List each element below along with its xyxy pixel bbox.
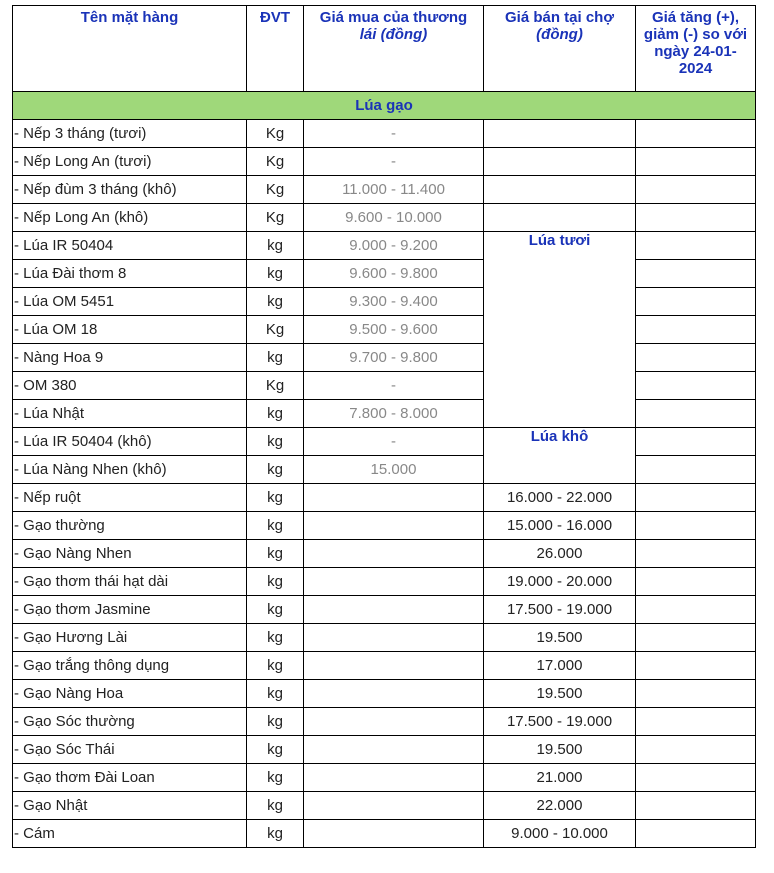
table-row [13,820,756,848]
group-row [13,92,756,120]
item-buy-price [304,820,484,848]
item-sell-price: 22.000 [484,792,636,820]
table-row [13,568,756,596]
item-sell-price [484,148,636,176]
item-name: - Gạo thường [13,512,247,540]
item-sell-price: 21.000 [484,764,636,792]
item-name: - Cám [13,820,247,848]
item-sell-price: 17.500 - 19.000 [484,708,636,736]
item-unit: kg [247,232,304,260]
item-name: - Nếp 3 tháng (tươi) [13,120,247,148]
item-price-change [636,428,756,456]
item-buy-price: - [304,372,484,400]
item-sell-price: 16.000 - 22.000 [484,484,636,512]
item-unit: kg [247,792,304,820]
item-buy-price: - [304,428,484,456]
item-price-change [636,260,756,288]
item-buy-price [304,764,484,792]
item-name: - Gạo Nhật [13,792,247,820]
item-unit: Kg [247,204,304,232]
item-sell-price: 19.500 [484,624,636,652]
item-buy-price: 9.500 - 9.600 [304,316,484,344]
table-row [13,400,756,428]
item-name: - Nếp Long An (khô) [13,204,247,232]
table-row [13,624,756,652]
item-buy-price [304,736,484,764]
item-unit: kg [247,708,304,736]
item-unit: Kg [247,148,304,176]
item-price-change [636,736,756,764]
item-price-change [636,792,756,820]
item-name: - Nếp đùm 3 tháng (khô) [13,176,247,204]
item-buy-price [304,680,484,708]
sell-label-dry: Lúa khô [484,428,636,484]
table-row [13,484,756,512]
item-name: - Gạo Nàng Nhen [13,540,247,568]
item-sell-price: 19.500 [484,680,636,708]
item-name: - Nếp Long An (tươi) [13,148,247,176]
table-row [13,204,756,232]
item-price-change [636,540,756,568]
item-price-change [636,204,756,232]
table-row [13,540,756,568]
item-name: - Lúa IR 50404 (khô) [13,428,247,456]
item-price-change [636,148,756,176]
item-name: - Gạo trắng thông dụng [13,652,247,680]
item-buy-price: 9.000 - 9.200 [304,232,484,260]
item-buy-price: 7.800 - 8.000 [304,400,484,428]
table-row [13,316,756,344]
item-buy-price: - [304,148,484,176]
item-sell-price [484,176,636,204]
table-row [13,372,756,400]
item-price-change [636,512,756,540]
item-buy-price: 9.700 - 9.800 [304,344,484,372]
item-name: - Gạo thơm thái hạt dài [13,568,247,596]
item-name: - Lúa Nàng Nhen (khô) [13,456,247,484]
header-sell: Giá bán tại chợ (đồng) [484,6,636,92]
item-sell-price [484,204,636,232]
item-name: - Lúa OM 18 [13,316,247,344]
table-row [13,120,756,148]
item-name: - OM 380 [13,372,247,400]
item-buy-price: 15.000 [304,456,484,484]
header-unit: ĐVT [247,6,304,92]
item-unit: kg [247,456,304,484]
group-title: Lúa gạo [13,92,756,120]
item-unit: kg [247,260,304,288]
item-sell-price [484,120,636,148]
item-name: - Gạo thơm Jasmine [13,596,247,624]
item-name: - Gạo Nàng Hoa [13,680,247,708]
item-name: - Gạo Sóc thường [13,708,247,736]
table-row [13,456,756,484]
item-unit: kg [247,568,304,596]
item-unit: kg [247,288,304,316]
item-buy-price: - [304,120,484,148]
table-row [13,764,756,792]
item-unit: kg [247,484,304,512]
item-name: - Gạo Sóc Thái [13,736,247,764]
item-name: - Lúa Nhật [13,400,247,428]
table-row [13,792,756,820]
item-price-change [636,456,756,484]
item-buy-price [304,484,484,512]
table-row [13,176,756,204]
item-price-change [636,484,756,512]
item-sell-price: 9.000 - 10.000 [484,820,636,848]
item-unit: Kg [247,316,304,344]
item-buy-price [304,624,484,652]
item-name: - Lúa Đài thơm 8 [13,260,247,288]
item-buy-price [304,596,484,624]
table-row [13,344,756,372]
item-unit: kg [247,540,304,568]
item-price-change [636,288,756,316]
item-price-change [636,400,756,428]
item-buy-price [304,792,484,820]
table-row [13,652,756,680]
table-row [13,596,756,624]
header-buy: Giá mua của thương lái (đồng) [304,6,484,92]
header-change: Giá tăng (+), giảm (-) so với ngày 24-01- 2024 [636,6,756,92]
item-unit: Kg [247,372,304,400]
item-price-change [636,680,756,708]
item-sell-price: 15.000 - 16.000 [484,512,636,540]
item-unit: Kg [247,176,304,204]
item-price-change [636,232,756,260]
item-sell-price: 17.500 - 19.000 [484,596,636,624]
item-price-change [636,176,756,204]
item-unit: kg [247,624,304,652]
item-price-change [636,764,756,792]
item-price-change [636,652,756,680]
item-unit: kg [247,400,304,428]
item-buy-price: 9.600 - 9.800 [304,260,484,288]
sell-label-fresh: Lúa tươi [484,232,636,428]
table-row [13,708,756,736]
item-buy-price [304,652,484,680]
item-name: - Lúa IR 50404 [13,232,247,260]
table-body [13,92,756,848]
item-price-change [636,316,756,344]
item-buy-price: 9.600 - 10.000 [304,204,484,232]
item-buy-price [304,540,484,568]
item-price-change [636,120,756,148]
item-unit: kg [247,428,304,456]
item-buy-price [304,708,484,736]
item-unit: kg [247,512,304,540]
table-row [13,680,756,708]
table-row [13,736,756,764]
item-price-change [636,624,756,652]
table-row [13,148,756,176]
item-price-change [636,344,756,372]
item-buy-price [304,568,484,596]
item-price-change [636,708,756,736]
table-row [13,428,756,456]
item-name: - Gạo thơm Đài Loan [13,764,247,792]
table-row [13,232,756,260]
item-sell-price: 26.000 [484,540,636,568]
item-buy-price: 11.000 - 11.400 [304,176,484,204]
table-row [13,288,756,316]
item-unit: kg [247,596,304,624]
item-name: - Nàng Hoa 9 [13,344,247,372]
item-sell-price: 19.000 - 20.000 [484,568,636,596]
item-name: - Nếp ruột [13,484,247,512]
item-name: - Lúa OM 5451 [13,288,247,316]
price-table [12,5,756,848]
item-unit: kg [247,764,304,792]
item-unit: kg [247,820,304,848]
item-unit: Kg [247,120,304,148]
item-price-change [636,568,756,596]
item-price-change [636,820,756,848]
item-sell-price: 17.000 [484,652,636,680]
item-name: - Gạo Hương Lài [13,624,247,652]
header-name: Tên mặt hàng [13,6,247,92]
table-row [13,260,756,288]
item-unit: kg [247,680,304,708]
item-buy-price [304,512,484,540]
item-unit: kg [247,652,304,680]
item-price-change [636,596,756,624]
table-header-row [13,6,756,92]
item-price-change [636,372,756,400]
item-buy-price: 9.300 - 9.400 [304,288,484,316]
table-row [13,512,756,540]
item-sell-price: 19.500 [484,736,636,764]
item-unit: kg [247,344,304,372]
item-unit: kg [247,736,304,764]
